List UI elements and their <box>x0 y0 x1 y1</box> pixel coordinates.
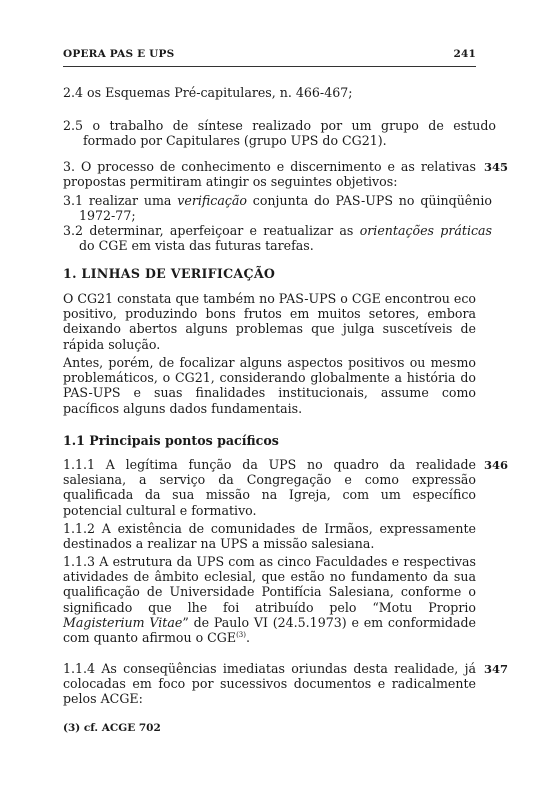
header-rule <box>63 66 476 67</box>
item-3-1: 3.1 realizar uma verificação conjunta do PAS-UPS no qüinqüênio 1972-77; <box>63 193 492 224</box>
margin-number-347: 347 <box>484 662 509 676</box>
section-1-paragraph-1: O CG21 constata que também no PAS-UPS o CGE encontrou eco positivo, produzindo bons frutos em muitos setores, embora deixando abertos alguns problemas que julga suscetíveis de rápida solução. <box>63 291 476 352</box>
paragraph-1-1-2: 1.1.2 A existência de comunidades de Irmãos, expressamente destinados a realizar na UPS a missão salesiana. <box>63 521 476 552</box>
item-2-4: 2.4 os Esquemas Pré-capitulares, n. 466-467; <box>63 85 353 100</box>
paragraph-1-1-1: 1.1.1 A legítima função da UPS no quadro da realidade salesiana, a serviço da Congregação e como expressão qualificada da sua missão na Igreja, com um específico potencial cultural e formativo. <box>63 457 476 518</box>
section-1-heading: 1. LINHAS DE VERIFICAÇÃO <box>63 266 276 281</box>
margin-number-346: 346 <box>484 458 509 472</box>
paragraph-1-1-3: 1.1.3 A estrutura da UPS com as cinco Faculdades e respectivas atividades de âmbito eclesial, que estão no fundamento da sua qualificação de Universidade Pontifícia Salesiana, conforme o significado que lhe foi atribuído pelo “Motu Proprio Magisterium Vitae” de Paulo VI (24.5.1973) e em conformidade com quanto afirmou o CGE$^{(3)}$. <box>63 554 477 646</box>
footnote-ref-3: (3) <box>236 630 246 639</box>
section-1-1-heading: 1.1 Principais pontos pacíficos <box>63 433 279 448</box>
section-1-paragraph-2: Antes, porém, de focalizar alguns aspectos positivos ou mesmo problemáticos, o CG21, considerando globalmente a história do PAS-UPS e suas finalidades institucionais, assume como pacíficos alguns dados fundamentais. <box>63 355 476 416</box>
page-number: 241 <box>453 48 476 60</box>
paragraph-1-1-4: 1.1.4 As conseqüências imediatas oriundas desta realidade, já colocadas em foco por sucessivos documentos e radicalmente pelos ACGE: <box>63 661 476 707</box>
footnote-3: (3) cf. ACGE 702 <box>63 722 161 734</box>
item-2-5: 2.5 o trabalho de síntese realizado por um grupo de estudo formado por Capitulares (grupo UPS do CG21). <box>63 118 496 149</box>
item-3: 3. O processo de conhecimento e discernimento e as relativas propostas permitiram atingir os seguintes objetivos: <box>63 159 476 190</box>
item-3-2: 3.2 determinar, aperfeiçoar e reatualizar as orientações práticas do CGE em vista das futuras tarefas. <box>63 223 492 254</box>
running-title: OPERA PAS E UPS <box>63 48 175 60</box>
margin-number-345: 345 <box>484 160 509 174</box>
